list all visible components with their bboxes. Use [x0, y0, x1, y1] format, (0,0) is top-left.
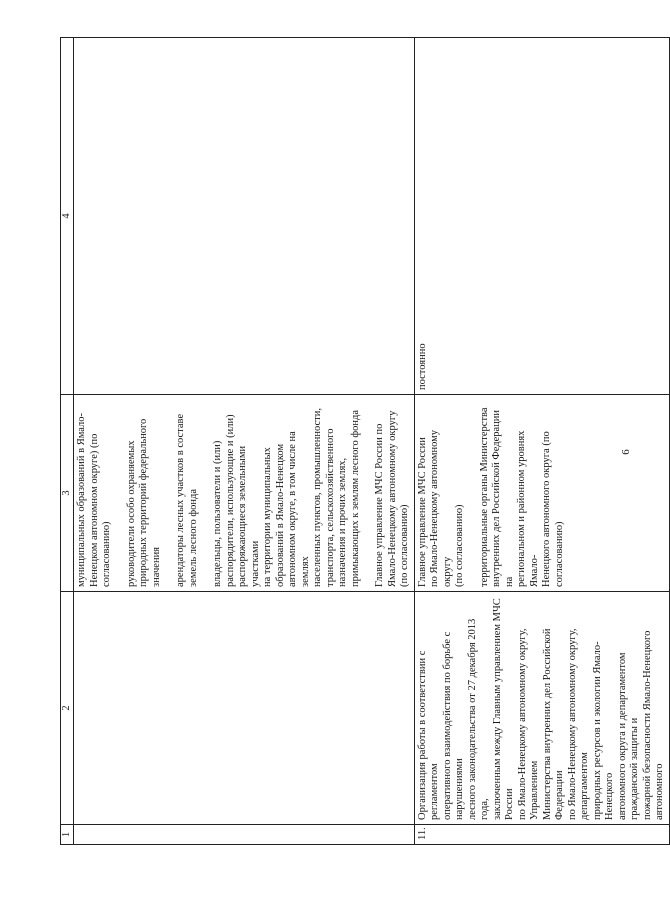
- responsible-parties: [414, 395, 669, 592]
- responsible-party: Главное управление МЧС России по Ямало-Ненецкому автономному округу (по согласованию): [416, 429, 465, 587]
- responsible-parties: [74, 395, 415, 592]
- measures-table: [60, 37, 670, 845]
- responsible-party: руководители особо охраняемых природных территорий федерального значения: [125, 418, 162, 587]
- responsible-party: владельцы, пользователи и (или) распорядители, использующие и (или) распоряжающиеся земельными участками на территории муниципальных образований в Ямало-Ненецком автономном округе, в том числе на землях населенных пунктов, промышленности, транспорта, сельскохозяйственного назначения и прочих землях, примыкающих к землям лесного фонда: [212, 407, 361, 587]
- row-number: [74, 825, 415, 845]
- deadline: [74, 38, 415, 395]
- header-col-3: 3: [61, 395, 74, 592]
- page-number: 6: [620, 449, 632, 455]
- table-row: [414, 38, 669, 845]
- table-header-row: [61, 38, 74, 845]
- header-col-2: 2: [61, 592, 74, 825]
- header-col-4: 4: [61, 38, 74, 395]
- header-col-1: 1: [61, 825, 74, 845]
- responsible-party: арендаторы лесных участков в составе земель лесного фонда: [175, 413, 199, 587]
- row-number: 11.: [414, 825, 669, 845]
- responsible-party: Главное управление МЧС России по Ямало-Ненецкому автономному округу (по согласованию): [374, 410, 410, 587]
- responsible-party: территориальные органы Министерства внутренних дел Российской Федерации на региональном и районном уровнях Ямало- Ненецкого автономного округа (по согласованию): [478, 407, 565, 587]
- measure-description: Организация работы в соответствии с регламентом оперативного взаимодействия по борьбе с нарушениями лесного законодательства от 27 декабря 2013 года, заключенным между Главным управлением МЧС России по Ямало-Ненецкому автономному округу, Управлением Министерства внутренних дел Российской Федерации по Ямало-Ненецкому автономному округу, департаментом природных ресурсов и экологии Ямало-Ненецкого автономного округа и департаментом гражданской защиты и пожарной безопасности Ямало-Ненецкого автономного: [414, 592, 669, 825]
- deadline: постоянно: [414, 38, 669, 395]
- measure-description: [74, 592, 415, 825]
- table-row: [74, 38, 415, 845]
- responsible-party: муниципальных образований в Ямало- Ненецком автономном округе) (по согласованию): [76, 412, 112, 587]
